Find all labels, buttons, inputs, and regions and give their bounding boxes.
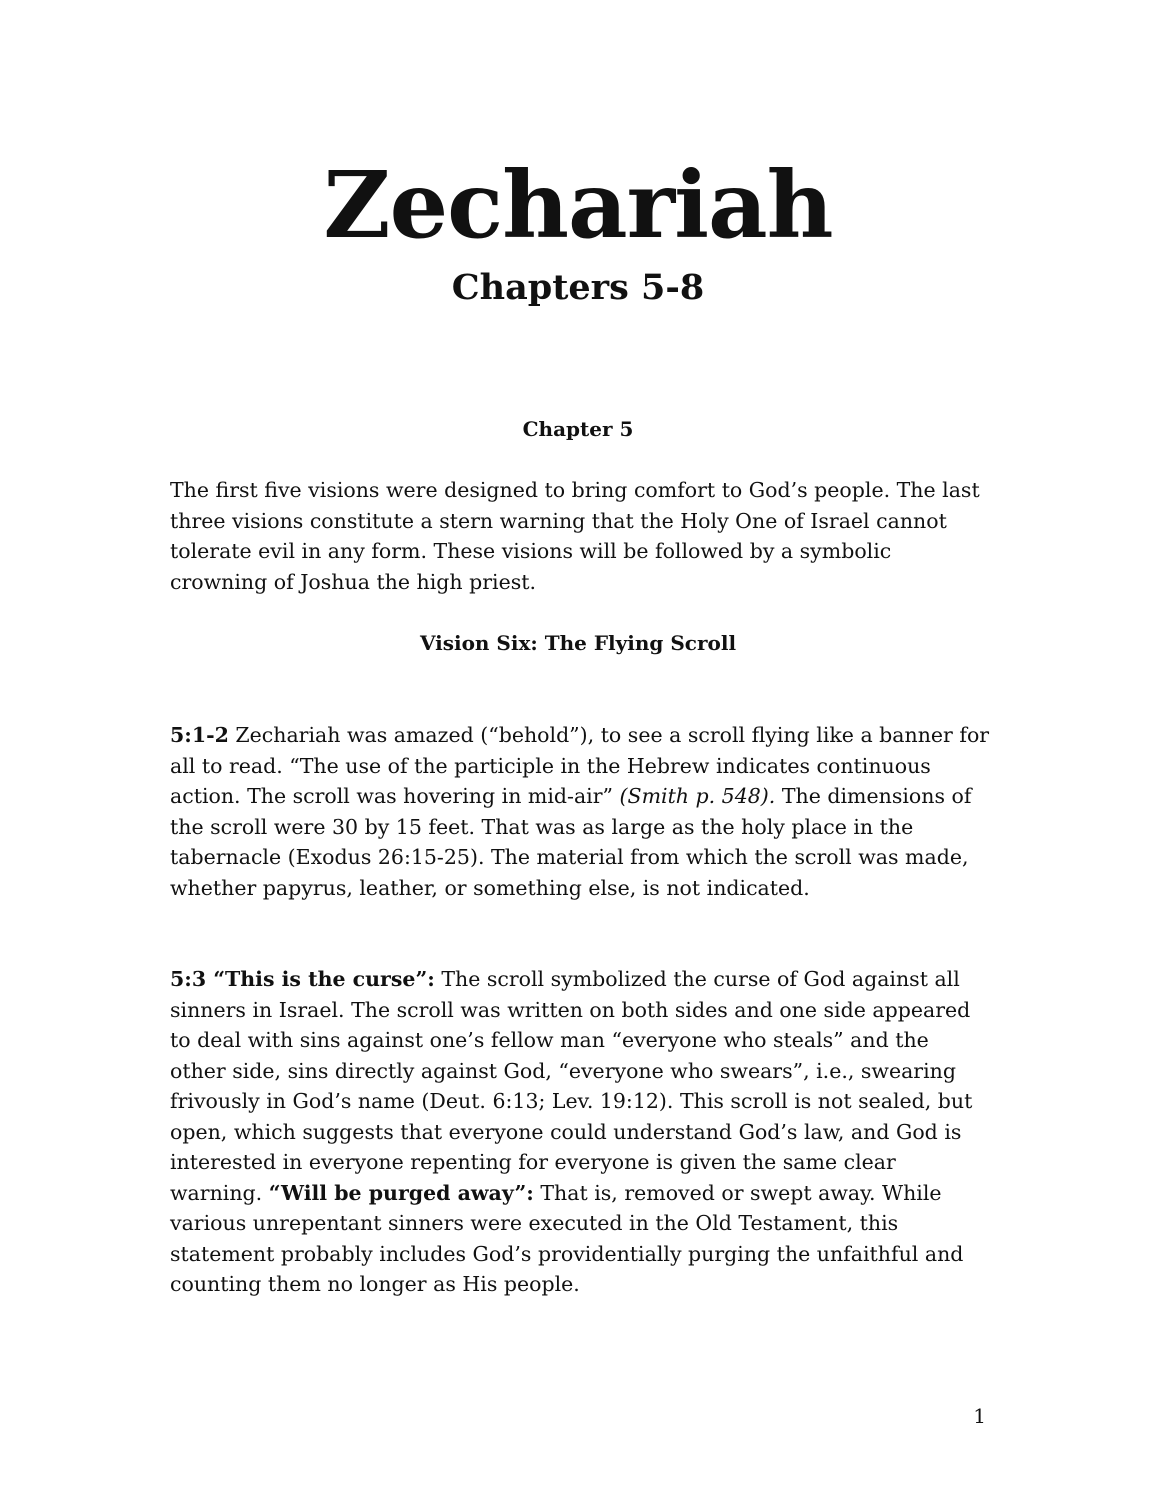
intro-paragraph: The first five visions were designed to bring comfort to God’s people. The last three visions constitute a stern warning that the Holy One of Israel cannot tolerate evil in any form. These visions will be followed by a symbolic crowning of Joshua the high priest. [170, 478, 980, 594]
document-title: Zechariah [323, 151, 833, 259]
verse-text: The scroll symbolized the curse of God against all sinners in Israel. The scroll was written on both sides and one side appeared to deal with sins against one’s fellow man “everyone who steals” and the other side, sins directly against God, “everyone who swears”, i.e., swearing frivously in God’s name (Deut. 6:13; Lev. 19:12). This scroll is not sealed, but open, which suggests that everyone could understand God’s law, and God is interested in everyone repenting for everyone is given the same clear warning. [170, 967, 973, 1205]
emphasis-phrase: “Will be purged away”: [268, 1180, 534, 1205]
citation: (Smith p. 548). [619, 784, 776, 808]
verse-reference: 5:3 “This is the curse”: [170, 967, 435, 991]
verse-text: That is, removed or swept away. While various unrepentant sinners were executed in the Old Testament, this statement probably includes God’s providentially purging the unfaithful and counting them no longer as His people. [170, 1180, 964, 1296]
verse-5-3-paragraph [170, 964, 990, 1300]
chapter-heading: Chapter 5 [522, 417, 634, 441]
page-number: 1 [973, 1404, 986, 1428]
vision-heading: Vision Six: The Flying Scroll [419, 631, 737, 655]
verse-5-1-paragraph [170, 720, 990, 903]
verse-text: The dimensions of the scroll were 30 by 15 feet. That was as large as the holy place in the tabernacle (Exodus 26:15-25). The material from which the scroll was made, whether papyrus, leather, or something else, is not indicated. [170, 784, 972, 900]
verse-text: Zechariah was amazed (“behold”), to see a scroll flying like a banner for all to read. “The use of the participle in the Hebrew indicates continuous action. The scroll was hovering in mid-air” [170, 723, 990, 808]
document-subtitle: Chapters 5-8 [451, 267, 705, 308]
verse-reference: 5:1-2 [170, 723, 229, 747]
